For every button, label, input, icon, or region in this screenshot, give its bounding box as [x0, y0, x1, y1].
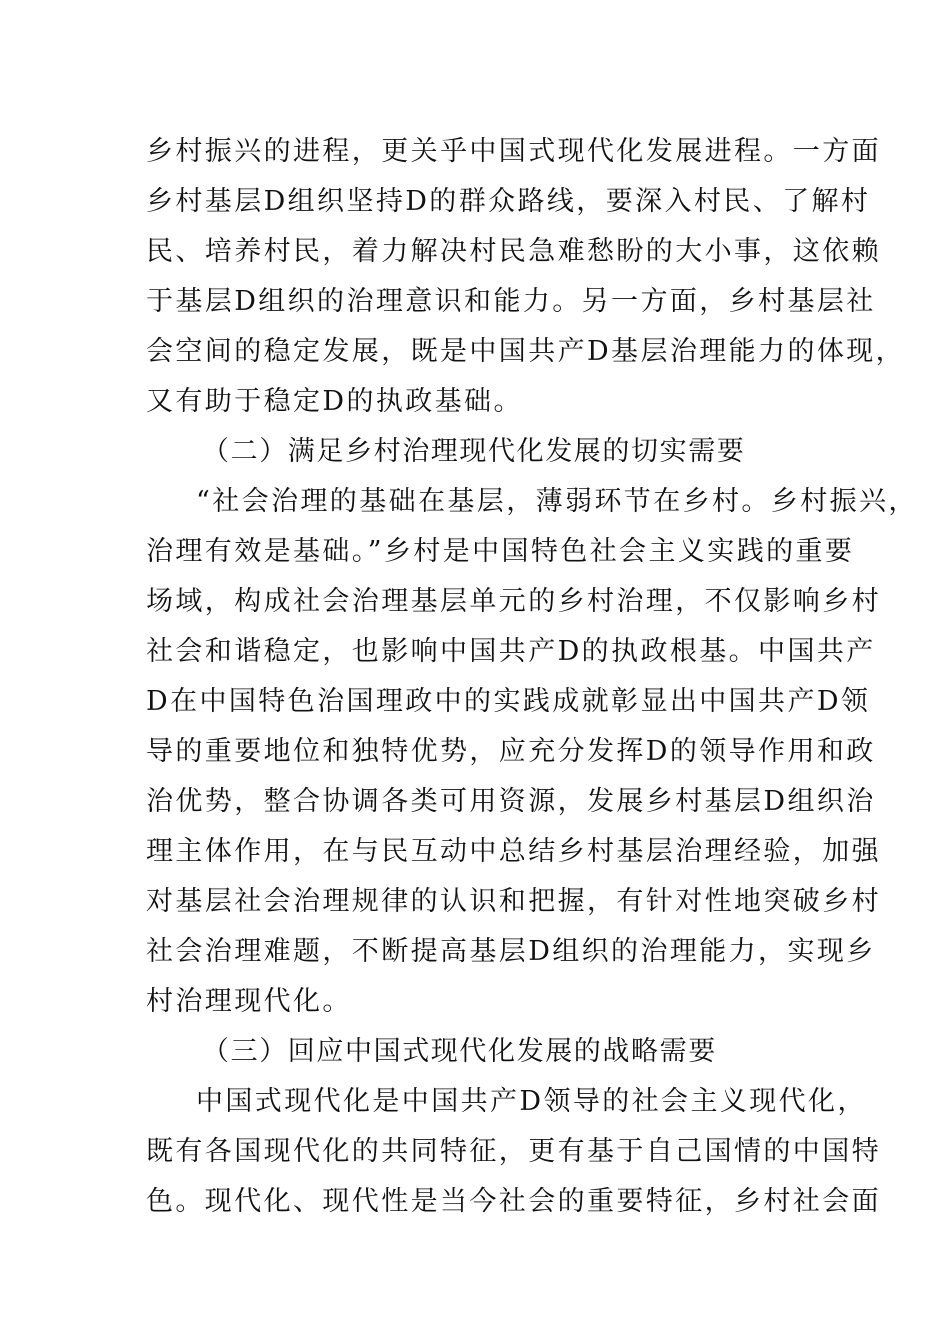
section-heading: （二）满足乡村治理现代化发展的切实需要 — [202, 436, 746, 467]
paragraph-line: 社会治理难题，不断提高基层D组织的治理能力，实现乡 — [146, 936, 876, 967]
paragraph-line: 社会和谐稳定，也影响中国共产D的执政根基。中国共产 — [146, 636, 876, 667]
paragraph-line: 理主体作用，在与民互动中总结乡村基层治理经验，加强 — [146, 836, 881, 867]
paragraph-line: 场域，构成社会治理基层单元的乡村治理，不仅影响乡村 — [146, 586, 881, 617]
paragraph-line: 会空间的稳定发展，既是中国共产D基层治理能力的体现， — [146, 336, 906, 367]
paragraph-line: 导的重要地位和独特优势，应充分发挥D的领导作用和政 — [146, 736, 876, 767]
paragraph-line: 既有各国现代化的共同特征，更有基于自己国情的中国特 — [146, 1136, 881, 1167]
paragraph-line: 乡村基层D组织坚持D的群众路线，要深入村民、了解村 — [146, 186, 871, 217]
paragraph-line: 中国式现代化是中国共产D领导的社会主义现代化， — [196, 1086, 867, 1117]
paragraph-line: 治理有效是基础。”乡村是中国特色社会主义实践的重要 — [146, 536, 855, 567]
paragraph-line: 色。现代化、现代性是当今社会的重要特征，乡村社会面 — [146, 1186, 881, 1217]
paragraph-line: 对基层社会治理规律的认识和把握，有针对性地突破乡村 — [146, 886, 881, 917]
paragraph-line: 治优势，整合协调各类可用资源，发展乡村基层D组织治 — [146, 786, 876, 817]
section-heading: （三）回应中国式现代化发展的战略需要 — [202, 1036, 717, 1067]
paragraph-line: 乡村振兴的进程，更关乎中国式现代化发展进程。一方面 — [146, 136, 881, 167]
paragraph-line: 村治理现代化。 — [146, 986, 352, 1017]
paragraph-line: “社会治理的基础在基层，薄弱环节在乡村。乡村振兴， — [196, 486, 918, 517]
paragraph-line: 民、培养村民，着力解决村民急难愁盼的大小事，这依赖 — [146, 236, 881, 267]
paragraph-line: 又有助于稳定D的执政基础。 — [146, 386, 523, 417]
paragraph-line: 于基层D组织的治理意识和能力。另一方面，乡村基层社 — [146, 286, 876, 317]
paragraph-line: D在中国特色治国理政中的实践成就彰显出中国共产D领 — [146, 686, 871, 717]
